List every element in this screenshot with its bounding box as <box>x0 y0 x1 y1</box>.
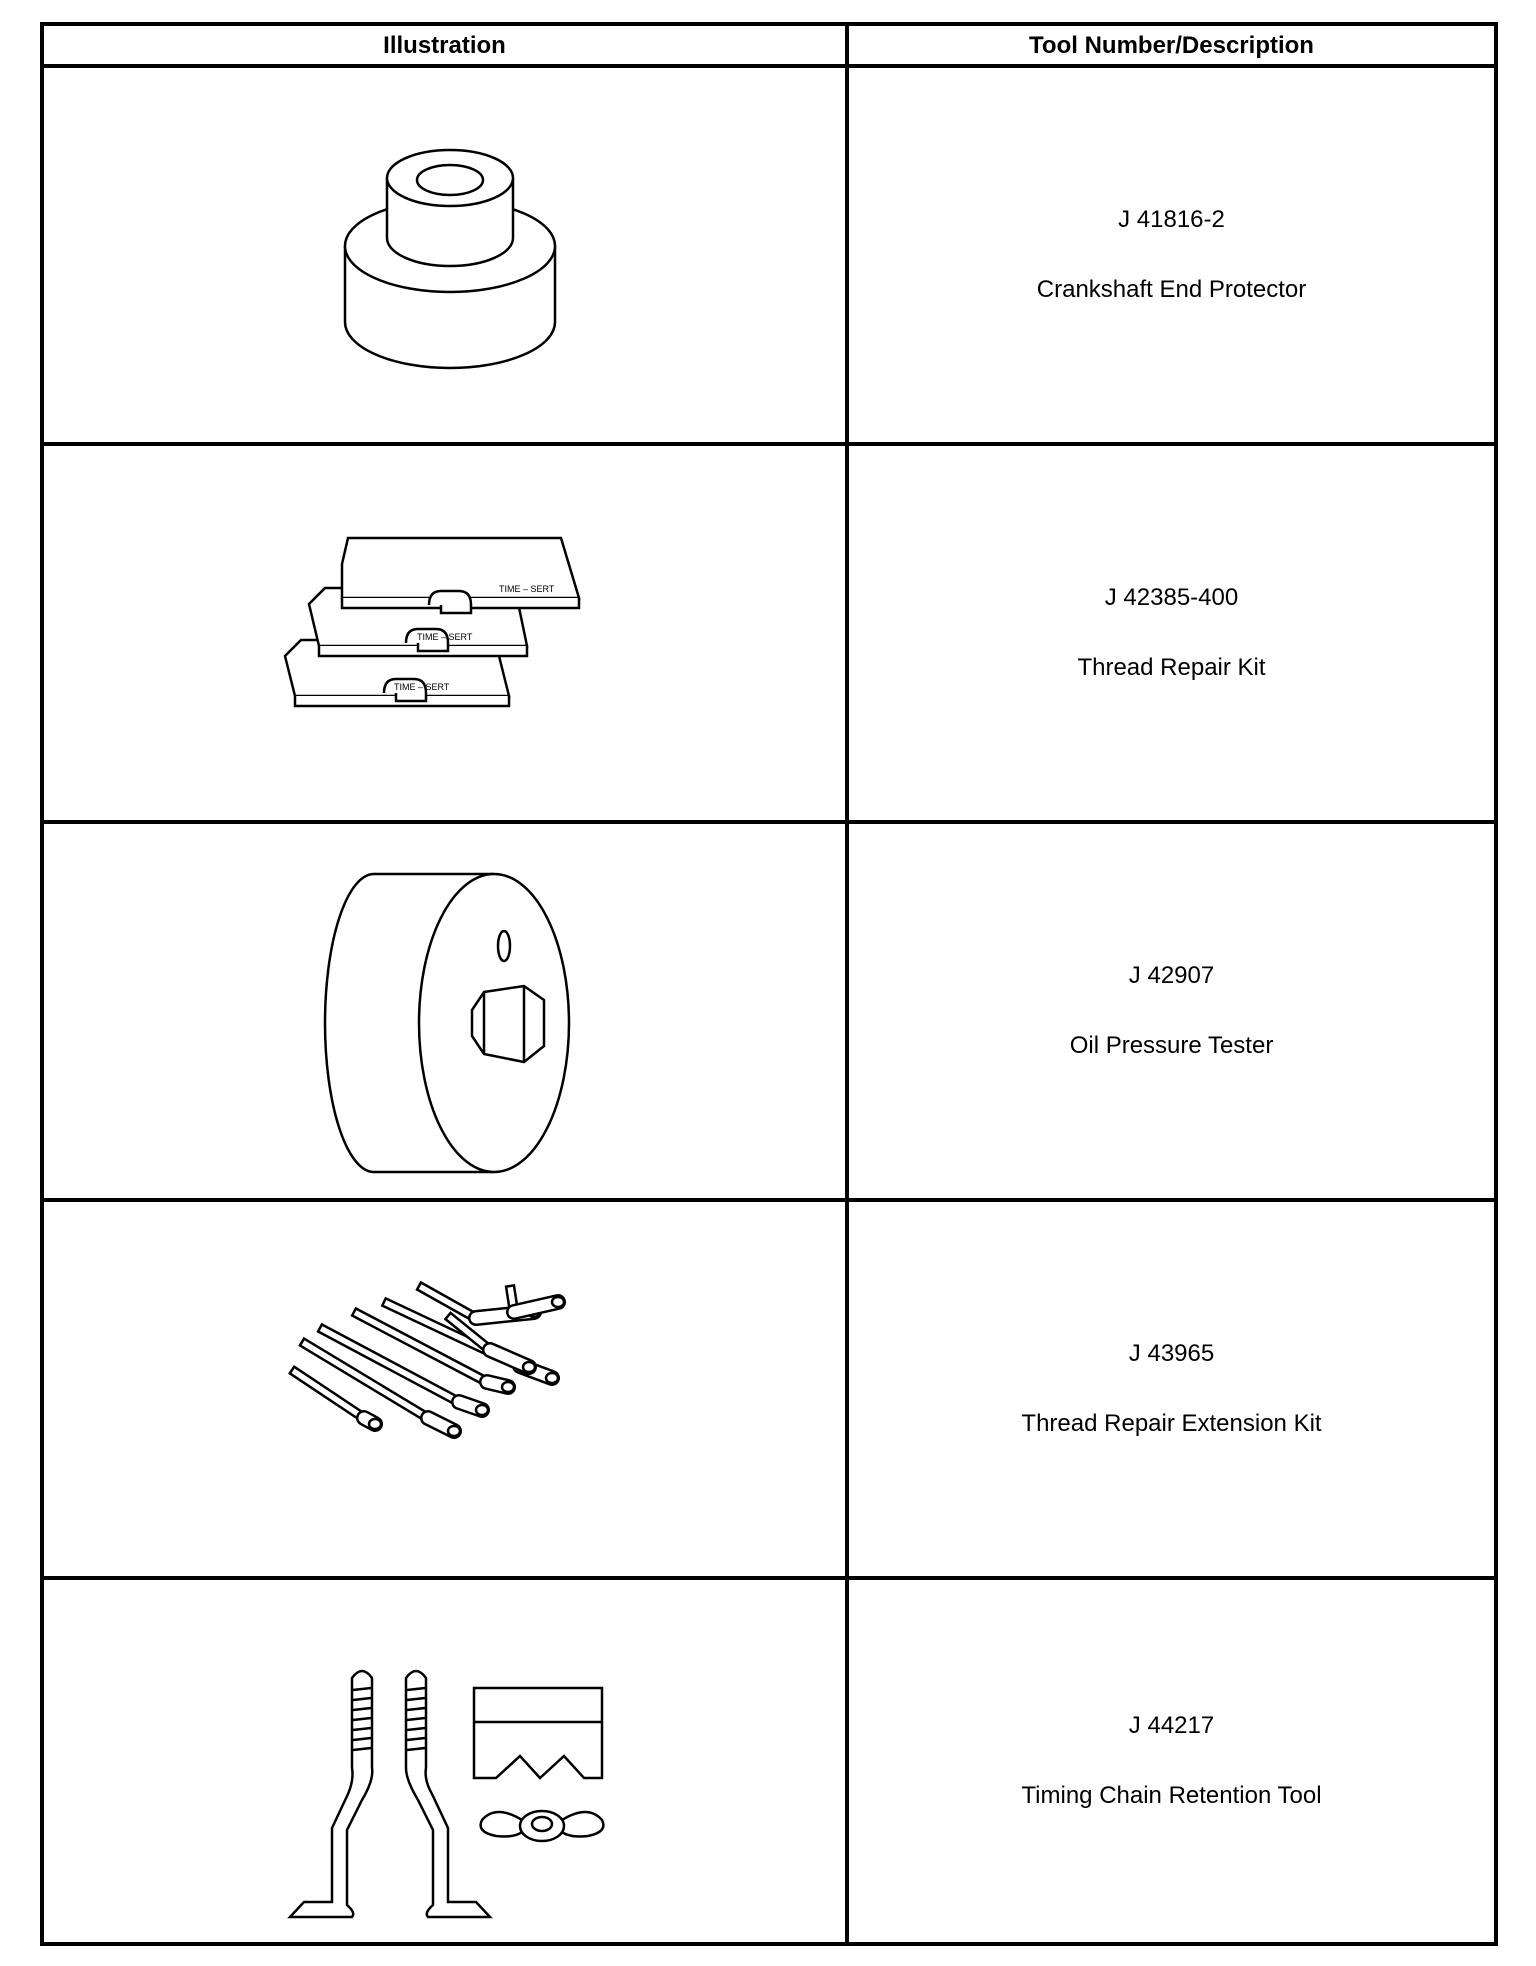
tool-number: J 44217 <box>1128 1712 1215 1739</box>
crankshaft-end-protector-icon <box>44 68 845 442</box>
tool-description: Timing Chain Retention Tool <box>1021 1782 1322 1809</box>
thread-repair-kit-icon <box>44 446 845 820</box>
table-row <box>44 1202 1494 1580</box>
socket-end <box>369 1419 381 1429</box>
socket-end <box>502 1382 514 1392</box>
case-label: TIME – SERT <box>417 632 473 642</box>
socket-end <box>546 1373 558 1383</box>
tool-description: Thread Repair Extension Kit <box>1021 1410 1322 1437</box>
timing-chain-retention-tool-icon <box>44 1580 845 1942</box>
oil-pressure-tester-icon <box>44 824 845 1198</box>
tool-description: Crankshaft End Protector <box>1036 276 1307 303</box>
table-row <box>44 68 1494 446</box>
table-row <box>44 824 1494 1202</box>
tool-description: Oil Pressure Tester <box>1069 1032 1274 1059</box>
tool-description-cell <box>849 1580 1494 1942</box>
table-header-row <box>44 26 1494 68</box>
tool-description-cell <box>849 1202 1494 1576</box>
case-label: TIME – SERT <box>499 584 555 594</box>
socket-end <box>476 1405 488 1415</box>
socket-end <box>523 1362 535 1372</box>
header-illustration: Illustration <box>383 32 506 59</box>
table-row <box>44 446 1494 824</box>
socket-end <box>552 1297 564 1307</box>
case-label: TIME – SERT <box>394 682 450 692</box>
socket-end <box>448 1426 460 1436</box>
tool-number: J 42385-400 <box>1104 584 1239 611</box>
tool-number: J 42907 <box>1128 962 1215 989</box>
tool-number: J 41816-2 <box>1118 206 1225 233</box>
header-tool-number-description: Tool Number/Description <box>1029 32 1314 59</box>
table-row <box>44 1580 1494 1942</box>
tool-description: Thread Repair Kit <box>1077 654 1266 681</box>
special-tools-table <box>40 22 1498 1946</box>
thread-repair-extension-kit-icon <box>44 1202 845 1576</box>
tool-description-cell <box>849 68 1494 442</box>
tool-description-cell <box>849 446 1494 820</box>
tool-number: J 43965 <box>1128 1340 1215 1367</box>
tool-description-cell <box>849 824 1494 1198</box>
